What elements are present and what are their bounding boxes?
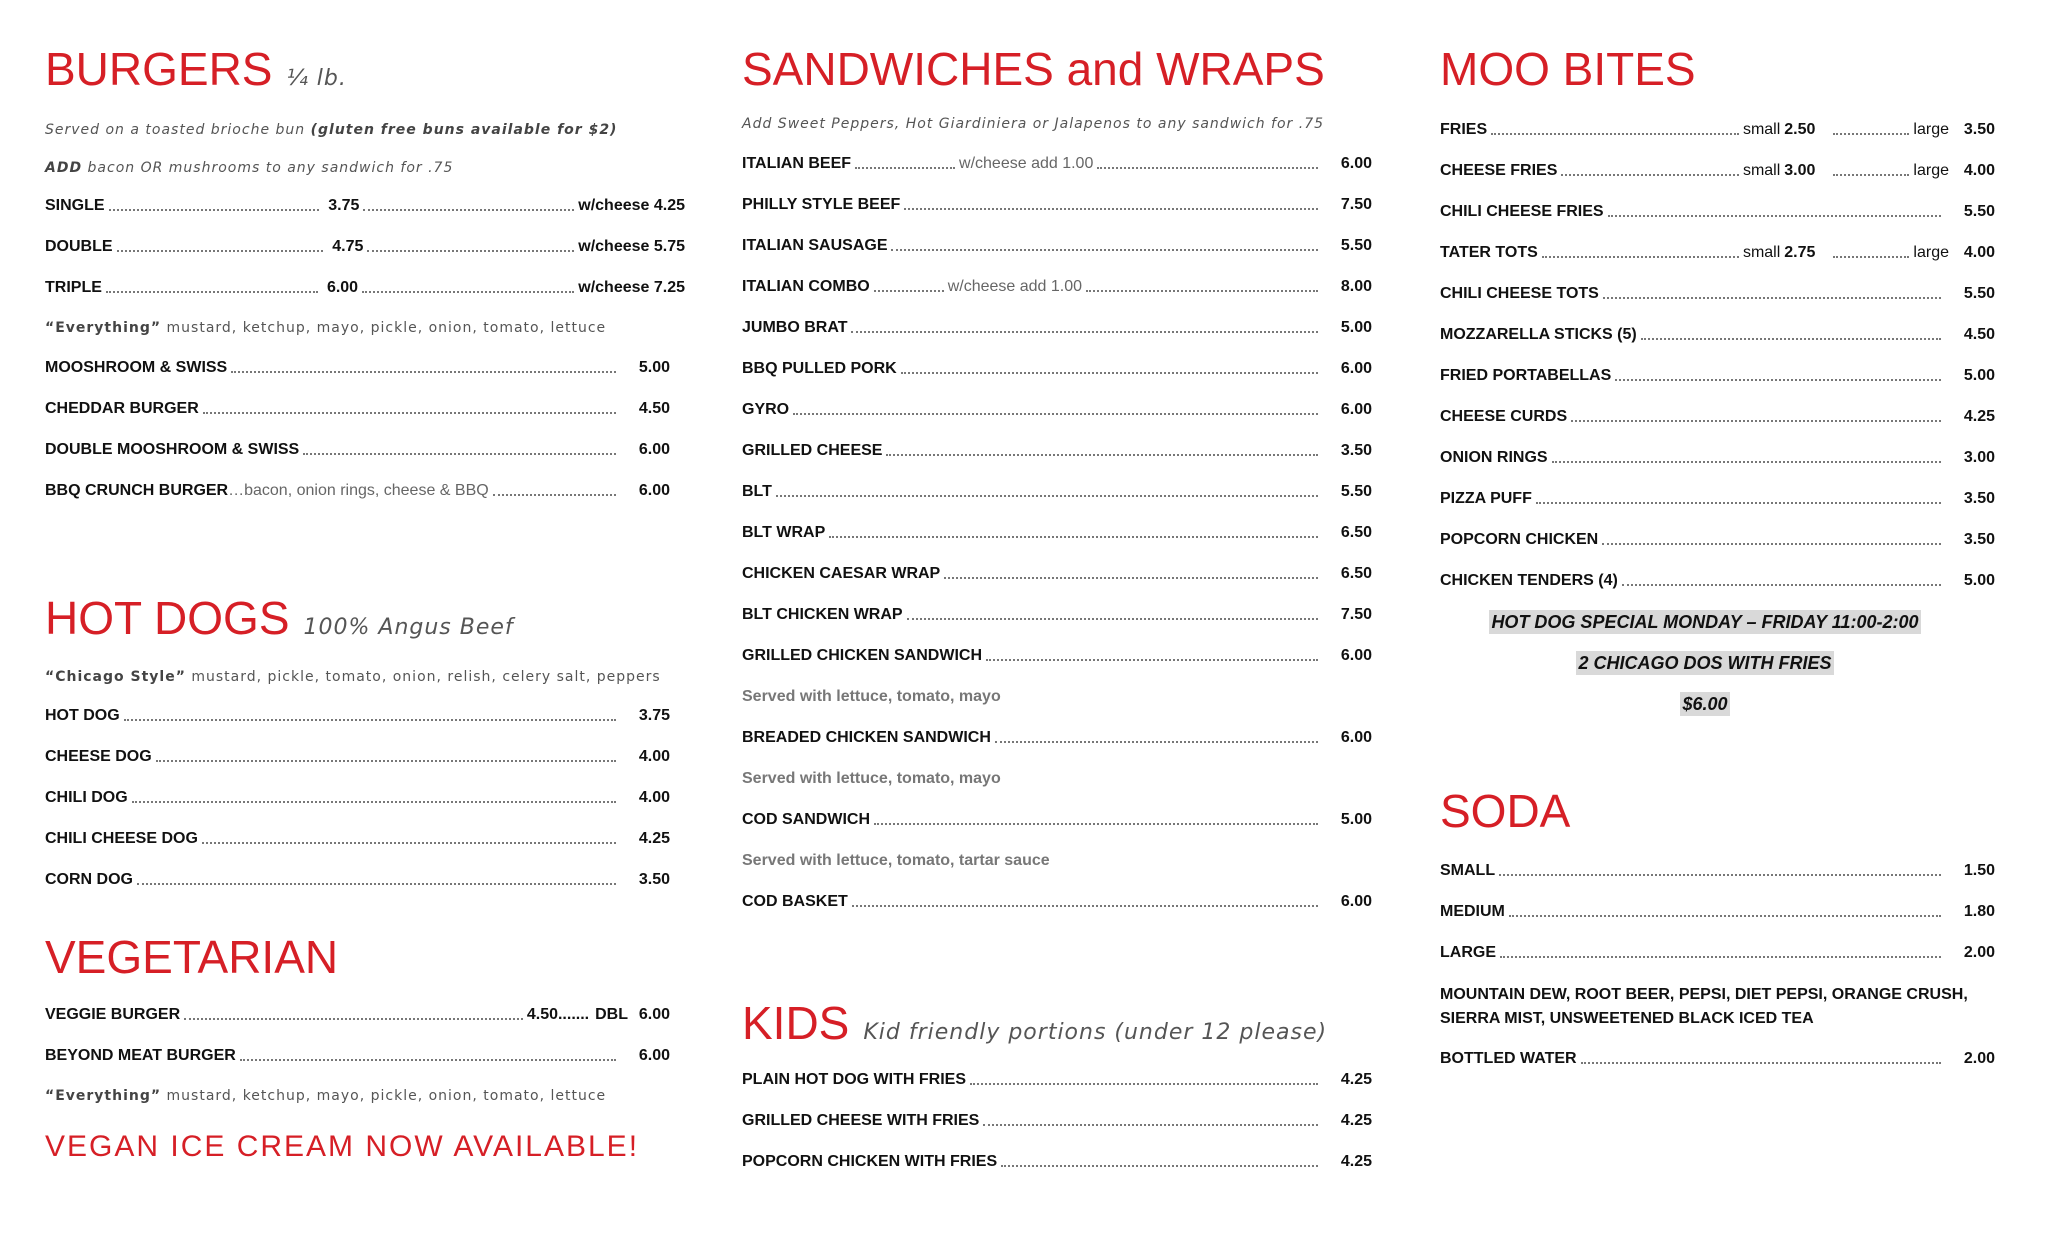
menu-item-tater-tots: TATER TOTS small 2.75 large 4.00 bbox=[1440, 244, 1995, 261]
menu-item-single: SINGLE 3.75 w/cheese 4.25 bbox=[45, 197, 685, 214]
menu-item-pizza-puff: PIZZA PUFF 3.50 bbox=[1440, 490, 1995, 507]
soda-title: SODA bbox=[1440, 785, 1571, 837]
menu-item-cod-basket: COD BASKET 6.00 bbox=[742, 893, 1372, 910]
menu-item-popcorn-chicken: POPCORN CHICKEN 3.50 bbox=[1440, 531, 1995, 548]
burgers-add-note: ADD bacon OR mushrooms to any sandwich for .75 bbox=[45, 160, 454, 176]
menu-item-mozzarella-sticks: MOZZARELLA STICKS (5) 4.50 bbox=[1440, 326, 1995, 343]
menu-item-veggie-burger: VEGGIE BURGER 4.50 ....... DBL 6.00 bbox=[45, 1006, 670, 1023]
menu-item-soda-medium: MEDIUM 1.80 bbox=[1440, 903, 1995, 920]
moobites-heading bbox=[1440, 43, 1696, 95]
vegan-ice-cream-banner: VEGAN ICE CREAM NOW AVAILABLE! bbox=[45, 1130, 640, 1163]
hotdogs-heading bbox=[45, 592, 514, 644]
served-with-note-2: Served with lettuce, tomato, mayo bbox=[742, 770, 1001, 787]
kids-title: KIDS bbox=[742, 997, 850, 1049]
menu-item-chili-cheese-fries: CHILI CHEESE FRIES 5.50 bbox=[1440, 203, 1995, 220]
menu-item-blt-wrap: BLT WRAP 6.50 bbox=[742, 524, 1372, 541]
vegetarian-heading bbox=[45, 931, 339, 983]
menu-item-cod-sandwich: COD SANDWICH 5.00 bbox=[742, 811, 1372, 828]
menu-item-kids-popcorn-chicken: POPCORN CHICKEN WITH FRIES 4.25 bbox=[742, 1153, 1372, 1170]
menu-item-cheese-curds: CHEESE CURDS 4.25 bbox=[1440, 408, 1995, 425]
hot-dog-special-price: $6.00 bbox=[1682, 694, 1728, 714]
menu-item-cheese-dog: CHEESE DOG 4.00 bbox=[45, 748, 670, 765]
soda-flavors: MOUNTAIN DEW, ROOT BEER, PEPSI, DIET PEPSI, ORANGE CRUSH, SIERRA MIST, UNSWEETENED BLACK ICED TEA bbox=[1440, 986, 1968, 1027]
burgers-everything-note: “Everything” mustard, ketchup, mayo, pickle, onion, tomato, lettuce bbox=[45, 320, 607, 336]
menu-item-bottled-water: BOTTLED WATER 2.00 bbox=[1440, 1050, 1995, 1067]
soda-heading bbox=[1440, 785, 1571, 837]
menu-item-kids-hot-dog: PLAIN HOT DOG WITH FRIES 4.25 bbox=[742, 1071, 1372, 1088]
menu-item-bbq-pulled-pork: BBQ PULLED PORK 6.00 bbox=[742, 360, 1372, 377]
menu-item-grilled-cheese: GRILLED CHEESE 3.50 bbox=[742, 442, 1372, 459]
served-with-note-1: Served with lettuce, tomato, mayo bbox=[742, 688, 1001, 705]
menu-item-onion-rings: ONION RINGS 3.00 bbox=[1440, 449, 1995, 466]
sandwiches-heading bbox=[742, 43, 1325, 95]
hotdogs-chicago-note: “Chicago Style” mustard, pickle, tomato, onion, relish, celery salt, peppers bbox=[45, 669, 661, 685]
menu-item-chicken-tenders: CHICKEN TENDERS (4) 5.00 bbox=[1440, 572, 1995, 589]
menu-item-fries: FRIES small 2.50 large 3.50 bbox=[1440, 121, 1995, 138]
menu-item-soda-large: LARGE 2.00 bbox=[1440, 944, 1995, 961]
menu-item-hot-dog: HOT DOG 3.75 bbox=[45, 707, 670, 724]
menu-item-mooshroom-swiss: MOOSHROOM & SWISS 5.00 bbox=[45, 359, 670, 376]
hot-dog-special-line-2: 2 CHICAGO DOS WITH FRIES bbox=[1578, 653, 1832, 673]
burgers-title: BURGERS bbox=[45, 43, 273, 95]
menu-item-double: DOUBLE 4.75 w/cheese 5.75 bbox=[45, 238, 685, 255]
menu-item-bbq-crunch: BBQ CRUNCH BURGER …bacon, onion rings, cheese & BBQ 6.00 bbox=[45, 482, 670, 499]
kids-subtitle: Kid friendly portions (under 12 please) bbox=[863, 1020, 1328, 1045]
menu-item-fried-portabellas: FRIED PORTABELLAS 5.00 bbox=[1440, 367, 1995, 384]
moobites-title: MOO BITES bbox=[1440, 43, 1696, 95]
burgers-heading bbox=[45, 43, 347, 95]
hotdogs-title: HOT DOGS bbox=[45, 592, 290, 644]
menu-item-blt: BLT 5.50 bbox=[742, 483, 1372, 500]
sandwiches-add-note: Add Sweet Peppers, Hot Giardiniera or Jalapenos to any sandwich for .75 bbox=[742, 116, 1325, 132]
menu-item-chicken-caesar-wrap: CHICKEN CAESAR WRAP 6.50 bbox=[742, 565, 1372, 582]
served-with-note-3: Served with lettuce, tomato, tartar sauce bbox=[742, 852, 1050, 869]
menu-item-double-mooshroom: DOUBLE MOOSHROOM & SWISS 6.00 bbox=[45, 441, 670, 458]
menu-item-jumbo-brat: JUMBO BRAT 5.00 bbox=[742, 319, 1372, 336]
menu-item-grilled-chicken-sandwich: GRILLED CHICKEN SANDWICH 6.00 bbox=[742, 647, 1372, 664]
menu-item-breaded-chicken-sandwich: BREADED CHICKEN SANDWICH 6.00 bbox=[742, 729, 1372, 746]
menu-item-blt-chicken-wrap: BLT CHICKEN WRAP 7.50 bbox=[742, 606, 1372, 623]
menu-item-gyro: GYRO 6.00 bbox=[742, 401, 1372, 418]
hot-dog-special-line-1: HOT DOG SPECIAL MONDAY – FRIDAY 11:00-2:00 bbox=[1491, 612, 1919, 632]
menu-item-chili-dog: CHILI DOG 4.00 bbox=[45, 789, 670, 806]
menu-item-cheese-fries: CHEESE FRIES small 3.00 large 4.00 bbox=[1440, 162, 1995, 179]
sandwiches-title: SANDWICHES and WRAPS bbox=[742, 43, 1325, 95]
menu-item-italian-combo: ITALIAN COMBO w/cheese add 1.00 8.00 bbox=[742, 278, 1372, 295]
menu-item-philly-beef: PHILLY STYLE BEEF 7.50 bbox=[742, 196, 1372, 213]
menu-item-corn-dog: CORN DOG 3.50 bbox=[45, 871, 670, 888]
menu-item-soda-small: SMALL 1.50 bbox=[1440, 862, 1995, 879]
menu-item-italian-sausage: ITALIAN SAUSAGE 5.50 bbox=[742, 237, 1372, 254]
menu-item-kids-grilled-cheese: GRILLED CHEESE WITH FRIES 4.25 bbox=[742, 1112, 1372, 1129]
vegetarian-everything-note: “Everything” mustard, ketchup, mayo, pickle, onion, tomato, lettuce bbox=[45, 1088, 607, 1104]
menu-item-chili-cheese-tots: CHILI CHEESE TOTS 5.50 bbox=[1440, 285, 1995, 302]
menu-item-chili-cheese-dog: CHILI CHEESE DOG 4.25 bbox=[45, 830, 670, 847]
burgers-subtitle: ¼ lb. bbox=[286, 66, 347, 91]
menu-item-triple: TRIPLE 6.00 w/cheese 7.25 bbox=[45, 279, 686, 296]
vegetarian-title: VEGETARIAN bbox=[45, 931, 339, 983]
menu-item-italian-beef: ITALIAN BEEF w/cheese add 1.00 6.00 bbox=[742, 155, 1372, 172]
menu-item-beyond-meat: BEYOND MEAT BURGER 6.00 bbox=[45, 1047, 670, 1064]
menu-item-cheddar-burger: CHEDDAR BURGER 4.50 bbox=[45, 400, 670, 417]
kids-heading bbox=[742, 997, 1328, 1049]
burgers-bun-note: Served on a toasted brioche bun (gluten free buns available for $2) bbox=[45, 122, 618, 138]
hotdogs-subtitle: 100% Angus Beef bbox=[303, 615, 514, 640]
